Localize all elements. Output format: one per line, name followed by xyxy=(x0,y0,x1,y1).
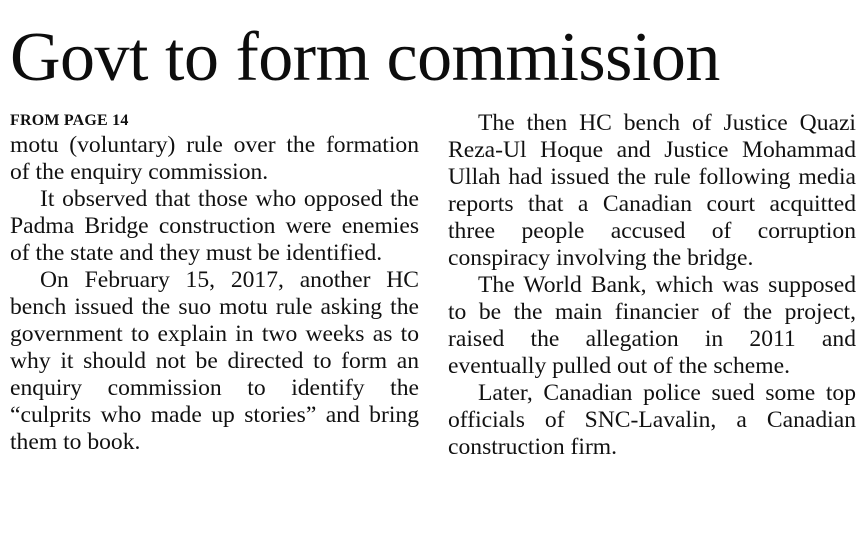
jump-line: FROM PAGE 14 xyxy=(10,112,129,129)
paragraph: The then HC bench of Justice Quazi Reza-Ul Hoque and Justice Mohammad Ullah had issued the rule following media reports that a Canadian court acquitted three people accused of corruption conspiracy involving the bridge. xyxy=(448,110,856,271)
article-column-right xyxy=(448,110,856,461)
paragraph: The World Bank, which was supposed to be the main financier of the project, raised the allegation in 2011 and eventually pulled out of the scheme. xyxy=(448,272,856,379)
article-column-left xyxy=(10,110,419,456)
headline: Govt to form commission xyxy=(10,19,720,96)
paragraph: Later, Canadian police sued some top officials of SNC-Lavalin, a Canadian construction firm. xyxy=(448,380,856,460)
paragraph: On February 15, 2017, another HC bench issued the suo motu rule asking the government to explain in two weeks as to why it should not be directed to form an enquiry commission to identify the “culprits who made up stories” and bring them to book. xyxy=(10,267,419,455)
paragraph: motu (voluntary) rule over the formation of the enquiry commission. xyxy=(10,132,419,185)
paragraph: It observed that those who opposed the Padma Bridge construction were enemies of the state and they must be identified. xyxy=(10,186,419,266)
